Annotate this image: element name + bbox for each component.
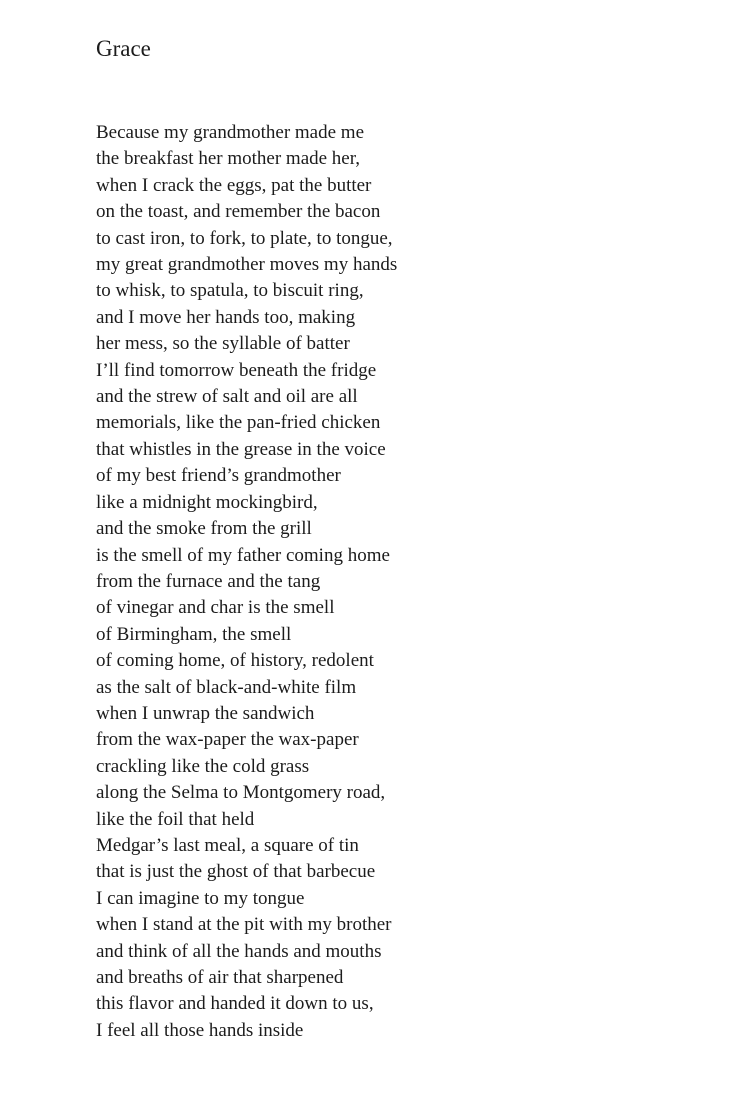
poem-line: crackling like the cold grass: [96, 755, 310, 777]
poem-body: [96, 120, 397, 1044]
poem-line: when I unwrap the sandwich: [96, 702, 315, 724]
poem-line: I feel all those hands inside: [96, 1019, 304, 1041]
poem-line: on the toast, and remember the bacon: [96, 201, 381, 223]
poem-line: from the wax-paper the wax-paper: [96, 729, 359, 751]
poem-line: and the strew of salt and oil are all: [96, 386, 358, 408]
poem-line: her mess, so the syllable of batter: [96, 333, 350, 355]
poem-line: I can imagine to my tongue: [96, 887, 305, 909]
poem-line: and breaths of air that sharpened: [96, 967, 344, 988]
poem-line: of coming home, of history, redolent: [96, 650, 374, 672]
poem-title: Grace: [96, 36, 151, 61]
poem-line: this flavor and handed it down to us,: [96, 993, 374, 1015]
poem-line: to cast iron, to fork, to plate, to tongue,: [96, 227, 393, 249]
poem-line: Because my grandmother made me: [96, 122, 365, 143]
poem-line: of Birmingham, the smell: [96, 623, 292, 645]
poem-line: is the smell of my father coming home: [96, 544, 390, 566]
poem-line: that whistles in the grease in the voice: [96, 438, 386, 460]
poem-line: when I crack the eggs, pat the butter: [96, 174, 372, 196]
poem-line: from the furnace and the tang: [96, 570, 321, 592]
poem-line: my great grandmother moves my hands: [96, 254, 398, 276]
poem-line: like a midnight mockingbird,: [96, 491, 318, 513]
poem-line: when I stand at the pit with my brother: [96, 914, 392, 936]
poem-line: along the Selma to Montgomery road,: [96, 782, 386, 804]
poem-line: to whisk, to spatula, to biscuit ring,: [96, 280, 364, 302]
poem-line: of vinegar and char is the smell: [96, 597, 335, 619]
poem-line: and think of all the hands and mouths: [96, 940, 382, 962]
poem-line: as the salt of black-and-white film: [96, 676, 357, 698]
poem-line: that is just the ghost of that barbecue: [96, 861, 376, 883]
poem-line: of my best friend’s grandmother: [96, 465, 341, 487]
poem-line: memorials, like the pan-fried chicken: [96, 412, 381, 434]
poem-line: Medgar’s last meal, a square of tin: [96, 834, 359, 856]
poem-line: I’ll find tomorrow beneath the fridge: [96, 359, 377, 381]
poem-line: and the smoke from the grill: [96, 518, 312, 540]
poem-line: like the foil that held: [96, 808, 255, 830]
poem-line: and I move her hands too, making: [96, 306, 356, 328]
poem-line: the breakfast her mother made her,: [96, 148, 361, 170]
